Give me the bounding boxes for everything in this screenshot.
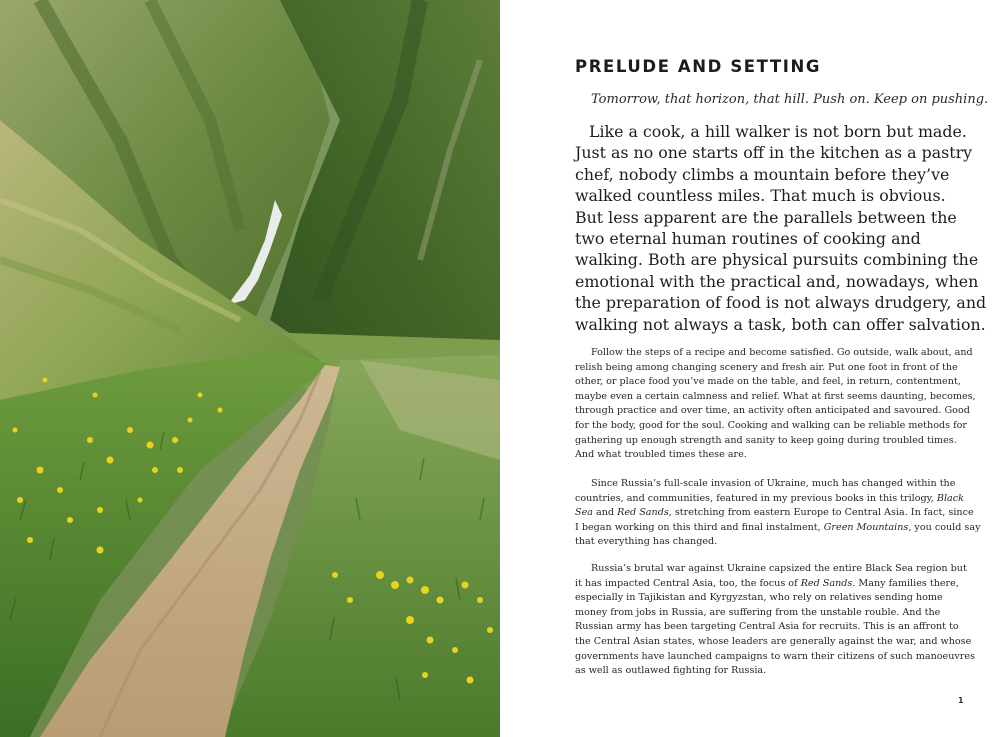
body-paragraph-2 xyxy=(575,477,981,550)
lead-line: chef, nobody climbs a mountain before they’ve xyxy=(575,164,950,184)
body-text: it has impacted Central Asia, too, the focus of xyxy=(575,577,801,589)
body-line: Russian army has been targeting Central Asia for recruits. This is an affront to xyxy=(575,621,959,633)
body-text: , stretching from eastern Europe to Central Asia. In fact, since xyxy=(668,507,974,519)
body-line: especially in Tajikistan and Kyrgyzstan, who rely on relatives sending home xyxy=(575,592,943,604)
body-line: And what troubled times these are. xyxy=(575,449,747,461)
body-text: , you could say xyxy=(908,521,981,533)
body-line: gathering up enough strength and sanity to keep going during troubled times. xyxy=(575,434,957,446)
text-page xyxy=(500,0,1000,737)
body-text: and xyxy=(592,507,618,519)
body-paragraph-1 xyxy=(575,346,976,463)
epigraph: Tomorrow, that horizon, that hill. Push on. Keep on pushing. xyxy=(591,92,989,107)
body-line: Follow the steps of a recipe and become satisfied. Go outside, walk about, and xyxy=(591,347,973,358)
page-number: 1 xyxy=(958,696,964,705)
body-line: through practice and over time, an activity often anticipated and savoured. Good xyxy=(575,405,970,417)
body-line xyxy=(575,506,974,521)
book-title-red-sands: Red Sands xyxy=(617,507,669,519)
body-line: the Central Asian states, whose leaders are generally against the war, and whose xyxy=(575,635,972,647)
book-title-green-mountains: Green Mountains xyxy=(823,521,909,533)
body-text: . Many families there, xyxy=(852,577,959,589)
lead-line: emotional with the practical and, nowadays, when xyxy=(575,271,979,291)
lead-line: But less apparent are the parallels between the xyxy=(575,207,957,227)
lead-line: two eternal human routines of cooking and xyxy=(575,229,921,249)
body-text: I began working on this third and final instalment, xyxy=(575,521,824,533)
lead-paragraph xyxy=(575,121,987,335)
body-line xyxy=(575,577,965,592)
body-line: relish being among changing scenery and fresh air. Put one foot in front of the xyxy=(575,361,958,373)
book-title-black-sea: Black xyxy=(936,492,964,504)
chapter-heading: PRELUDE AND SETTING xyxy=(575,57,822,76)
body-line: governments have launched campaigns to warn their citizens of such manoeuvres xyxy=(575,650,975,662)
body-line: that everything has changed. xyxy=(575,536,718,548)
body-line: Russia’s brutal war against Ukraine capsized the entire Black Sea region but xyxy=(591,563,967,574)
body-line: money from jobs in Russia, are suffering from the unstable rouble. And the xyxy=(575,606,941,618)
body-paragraph-3 xyxy=(575,562,975,679)
book-title-red-sands: Red Sands xyxy=(800,577,853,589)
body-line xyxy=(575,521,981,536)
lead-line: walking. Both are physical pursuits combining the xyxy=(575,250,979,270)
lead-line: walked countless miles. That much is obvious. xyxy=(575,186,946,206)
body-text: countries, and communities, featured in my previous books in this trilogy, xyxy=(575,492,937,504)
body-line: maybe even a certain calmness and relief. What at first seems daunting, becomes, xyxy=(575,390,976,402)
body-line: as well as outlawed fighting for Russia. xyxy=(575,665,767,677)
body-line: for the body, good for the soul. Cooking and walking can be reliable methods for xyxy=(575,419,968,431)
lead-line: walking not always a task, both can offer salvation. xyxy=(575,314,986,334)
lead-line: the preparation of food is not always drudgery, and xyxy=(575,293,987,313)
book-title-black-sea-cont: Sea xyxy=(575,507,593,519)
body-line: other, or place food you’ve made on the table, and feel, in return, contentment, xyxy=(575,376,961,388)
lead-line: Like a cook, a hill walker is not born but made. xyxy=(589,122,967,141)
lead-line: Just as no one starts off in the kitchen as a pastry xyxy=(575,143,973,163)
body-line xyxy=(575,492,965,507)
body-line: Since Russia’s full-scale invasion of Ukraine, much has changed within the xyxy=(591,478,956,489)
